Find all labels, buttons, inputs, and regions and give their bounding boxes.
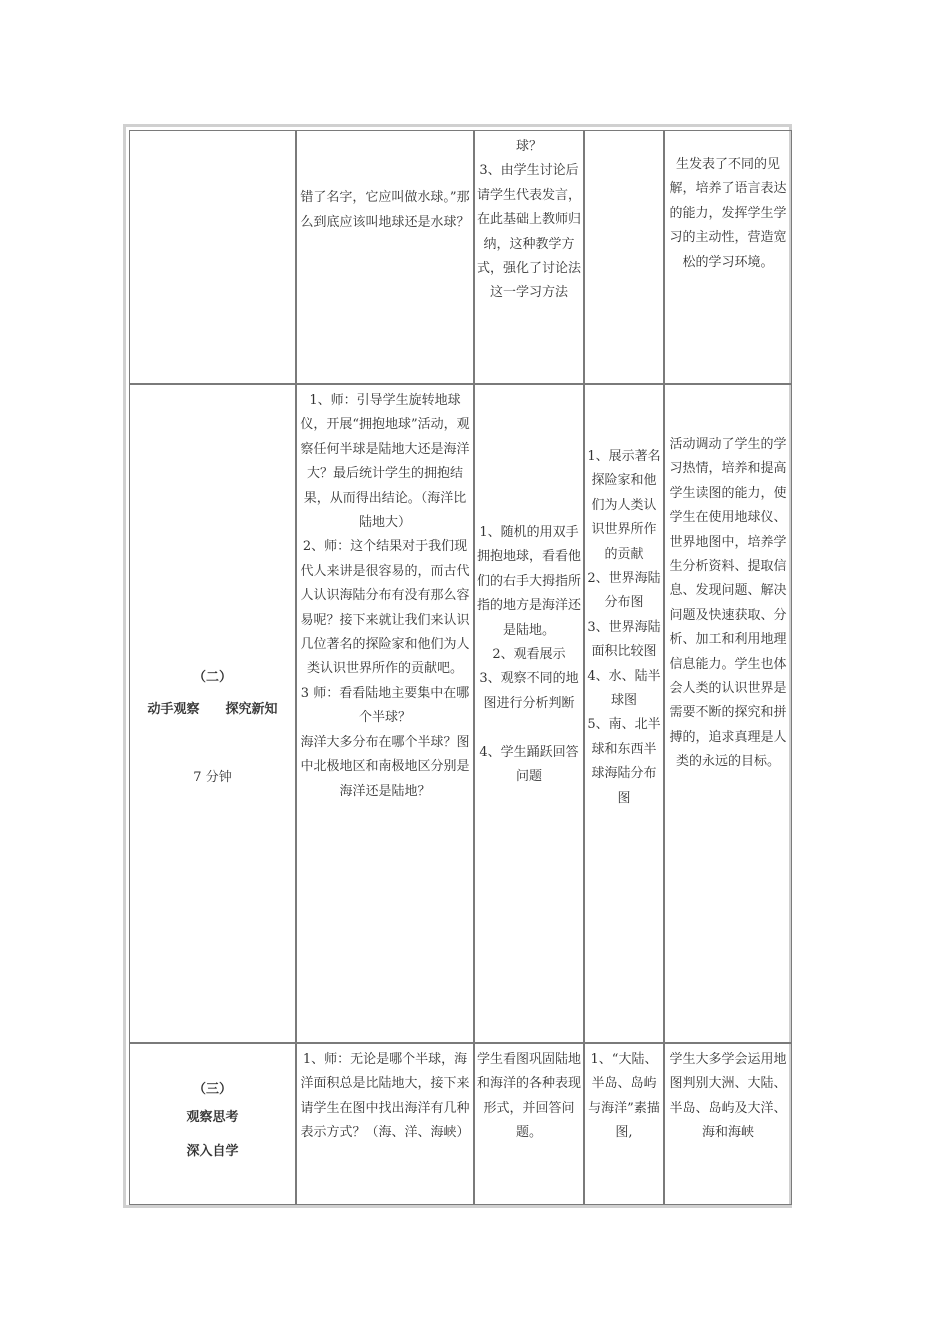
- row3-student-text: 学生看图巩固陆地和海洋的各种表现形式，并回答问题。: [477, 1052, 582, 1141]
- row2-stage-title: 动手观察 探究新知: [147, 702, 278, 717]
- row1-teacher-text: 错了名字，它应叫做水球。”那么到底应该叫地球还是水球？: [300, 190, 470, 230]
- row3-stage-cell: [129, 1043, 296, 1205]
- row3-media-cell: [584, 1043, 664, 1205]
- row3-teacher-cell: [296, 1043, 474, 1205]
- row2-stage-time: 7 分钟: [193, 770, 232, 785]
- row1-student-cell: [474, 130, 584, 384]
- row2-media-cell: [584, 384, 664, 1043]
- row3-stage-title-line2: 深入自学: [186, 1144, 239, 1159]
- row2-student-cell: [474, 384, 584, 1043]
- row3-stage-number: （三）: [192, 1082, 232, 1097]
- row2-intent-text: 活动调动了学生的学习热情，培养和提高学生读图的能力，使学生在使用地球仪、世界地图中，培养学生分析资料、提取信息、发现问题、解决问题及快速获取、分析、加工和利用地理信息能力。学生也体会人类的认识世界是需要不断的探究和拼搏的，追求真理是人类的永远的目标。: [669, 437, 787, 770]
- row3-intent-text: 学生大多学会运用地图判别大洲、大陆、半岛、岛屿及大洋、海和海峡: [669, 1052, 787, 1141]
- row3-intent-cell: [664, 1043, 792, 1205]
- lesson-plan-table: [123, 124, 792, 1208]
- row1-teacher-cell: [296, 130, 474, 384]
- row2-media-text: 1、展示著名探险家和他们为人类认识世界所作的贡献 2、世界海陆分布图 3、世界海陆面积比较图 4、水、陆半球图 5、南、北半球和东西半球海陆分布图: [587, 449, 661, 806]
- row2-teacher-text: 1、师：引导学生旋转地球仪，开展“拥抱地球”活动，观察任何半球是陆地大还是海洋大？最后统计学生的拥抱结果，从而得出结论。（海洋比陆地大） 2、师：这个结果对于我们现代人来讲是很容易的，而古代人认识海陆分布有没有那么容易呢？接下来就让我们来认识几位著名的探险家和他们为人类认识世界所作的贡献吧。 3 师：看看陆地主要集中在哪个半球？ 海洋大多分布在哪个半球？图中北极地区和南极地区分别是海洋还是陆地？: [300, 393, 470, 799]
- row1-media-cell: [584, 130, 664, 384]
- row2-stage-cell: [129, 384, 296, 1043]
- row2-teacher-cell: [296, 384, 474, 1043]
- row1-student-text: 球？ 3、由学生讨论后请学生代表发言，在此基础上教师归纳，这种教学方式，强化了讨论法这一学习方法: [477, 139, 582, 301]
- row1-intent-text: 生发表了不同的见解，培养了语言表达的能力，发挥学生学习的主动性，营造宽松的学习环境。: [669, 157, 787, 270]
- row2-stage-number: （二）: [192, 670, 232, 685]
- row1-stage-cell: [129, 130, 296, 384]
- row2-intent-cell: [664, 384, 792, 1043]
- row1-intent-cell: [664, 130, 792, 384]
- row3-teacher-text: 1、师：无论是哪个半球，海洋面积总是比陆地大，接下来请学生在图中找出海洋有几种表示方式？（海、洋、海峡）: [300, 1052, 470, 1141]
- row3-student-cell: [474, 1043, 584, 1205]
- row3-media-text: 1、“大陆、半岛、岛屿与海洋”素描图,: [588, 1052, 660, 1141]
- row2-student-text: 1、随机的用双手拥抱地球，看看他们的右手大拇指所指的地方是海洋还是陆地。 2、观看展示 3、观察不同的地图进行分析判断 4、学生踊跃回答问题: [477, 525, 582, 785]
- row3-stage-title: 观察思考: [186, 1110, 239, 1125]
